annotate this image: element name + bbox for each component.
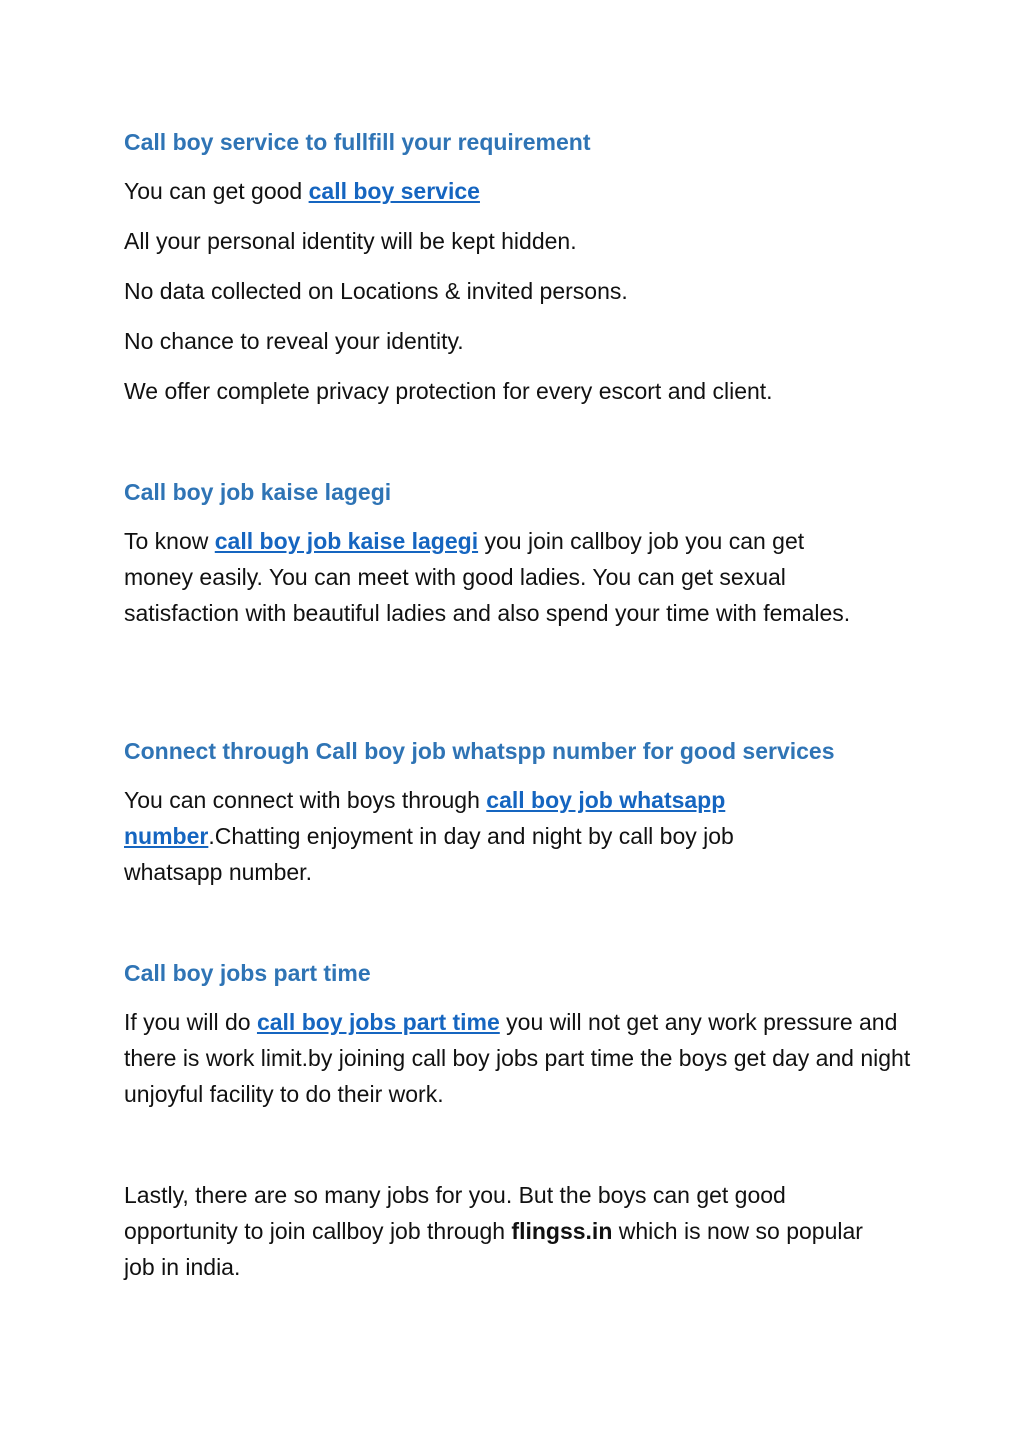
paragraph-text: .Chatting enjoyment in day and night by call boy job whatsapp number. — [124, 823, 734, 885]
paragraph-text: You can connect with boys through — [124, 787, 487, 813]
paragraph-line: No data collected on Locations & invited persons. — [124, 278, 628, 304]
section-heading: Connect through Call boy job whatspp number for good services — [124, 738, 835, 764]
call-boy-service-link[interactable]: call boy service — [308, 178, 480, 204]
paragraph-line: No chance to reveal your identity. — [124, 328, 464, 354]
paragraph — [124, 373, 904, 409]
paragraph-text — [124, 523, 864, 631]
section-call-boy-job-kaise-lagegi — [124, 477, 904, 507]
section-heading: Call boy jobs part time — [124, 960, 371, 986]
paragraph — [124, 223, 904, 259]
paragraph — [124, 523, 864, 631]
paragraph-line: We offer complete privacy protection for every escort and client. — [124, 378, 773, 404]
section-heading: Call boy job kaise lagegi — [124, 479, 392, 505]
paragraph — [124, 173, 904, 209]
paragraph-text: you will not get any work pressure and there is work limit.by joining call boy jobs part time the boys get day and night unjoyful facility to do their work. — [124, 1009, 911, 1107]
call-boy-job-kaise-lagegi-link[interactable]: call boy job kaise lagegi — [214, 528, 479, 554]
call-boy-jobs-part-time-link[interactable]: call boy jobs part time — [256, 1009, 500, 1035]
paragraph-line — [124, 173, 904, 209]
call-boy-job-whatsapp-number-link[interactable]: call boy job whatsapp number — [124, 787, 726, 849]
section-heading: Call boy service to fullfill your requirement — [124, 129, 591, 155]
paragraph-text: To know — [124, 528, 215, 554]
closing-paragraph — [124, 1177, 874, 1285]
paragraph — [124, 323, 904, 359]
section-whatsapp-number — [124, 736, 904, 766]
paragraph — [124, 1004, 914, 1112]
paragraph — [124, 273, 904, 309]
paragraph — [124, 782, 814, 890]
paragraph-text: If you will do — [124, 1009, 257, 1035]
paragraph-text — [124, 1177, 874, 1285]
paragraph-text: You can get good — [124, 178, 309, 204]
paragraph-text: you join callboy job you can get money easily. You can meet with good ladies. You can get sexual satisfaction with beautiful ladies and also spend your time with females. — [124, 528, 851, 626]
site-name: flingss.in — [511, 1218, 613, 1244]
paragraph-line: All your personal identity will be kept hidden. — [124, 228, 577, 254]
paragraph-text: Lastly, there are so many jobs for you. But the boys can get good opportunity to join callboy job through — [124, 1182, 786, 1244]
section-call-boy-jobs-part-time — [124, 958, 904, 988]
paragraph-text: which is now so popular job in india. — [124, 1218, 863, 1280]
paragraph-text — [124, 782, 814, 890]
section-call-boy-service — [124, 127, 904, 157]
paragraph-text — [124, 1004, 914, 1112]
